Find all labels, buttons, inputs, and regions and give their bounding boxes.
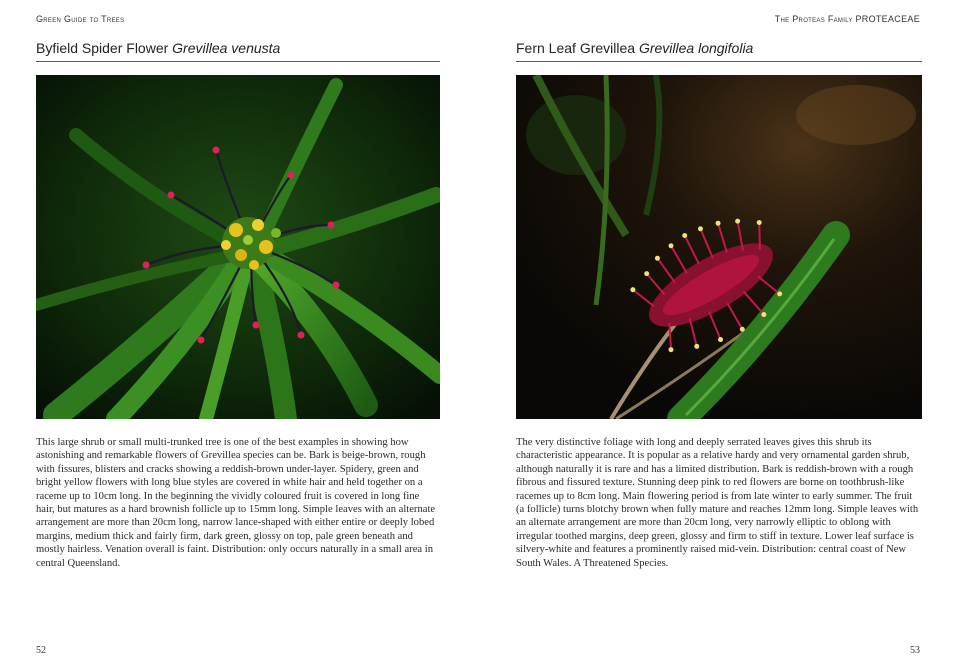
species-description-left: This large shrub or small multi-trunked tree is one of the best examples in showing how astonishing and remarkable flowers of Grevillea species can be. Bark is beige-brown, rough with fissures, blisters and cracks showing a reddish-brown under-layer. Spidery, green and bright yellow flowers with long blue styles are covered in white hair and held together on a raceme up to 10cm long. In the beginning the vividly coloured fruit is covered in long fine hair, but matures as a hard brownish follicle up to 15mm long. Simple leaves with an alternate arrangement are more than 20cm long, narrow lance-shaped with either entire or deeply lobed margins, medium thick and fairly firm, dark green, glossy on top, pale green beneath and mostly hairless. Venation overall is faint. Distribution: only occurs naturally in a small area in central Queensland.: [36, 437, 436, 569]
common-name: Byfield Spider Flower: [36, 40, 169, 56]
photo-grevillea-longifolia: [516, 75, 922, 419]
page-number-left: 52: [36, 645, 46, 656]
common-name: Fern Leaf Grevillea: [516, 40, 636, 56]
running-head-right: The Proteas Family PROTEACEAE: [774, 14, 920, 24]
title-rule-right: [516, 61, 922, 62]
photo-grevillea-venusta: [36, 75, 440, 419]
species-title-right: [516, 40, 753, 56]
species-title-left: [36, 40, 280, 56]
scientific-name: Grevillea venusta: [172, 40, 281, 56]
running-head-left: Green Guide to Trees: [36, 14, 125, 24]
page-number-right: 53: [910, 645, 920, 656]
scientific-name: Grevillea longifolia: [638, 40, 754, 56]
species-description-right: The very distinctive foliage with long and deeply serrated leaves gives this shrub its characteristic appearance. It is popular as a relative hardy and very ornamental garden shrub, although naturally it is rare and has a limited distribution. Bark is reddish-brown with a rough fibrous and fissured texture. Stunning deep pink to red flowers are borne on toothbrush-like racemes up to 8cm long. Main flowering period is from late winter to early summer. The fruit (a follicle) turns blotchy brown when fully mature and reaches 12mm long. Simple leaves with an alternate arrangement are more than 20cm long, very narrowly elliptic to oblong with irregular toothed margins, deep green, glossy and firm to stiff in texture. Lower leaf surface is silvery-white and features a prominently raised mid-vein. Distribution: central coast of New South Wales. A Threatened Species.: [516, 437, 919, 569]
title-rule-left: [36, 61, 440, 62]
